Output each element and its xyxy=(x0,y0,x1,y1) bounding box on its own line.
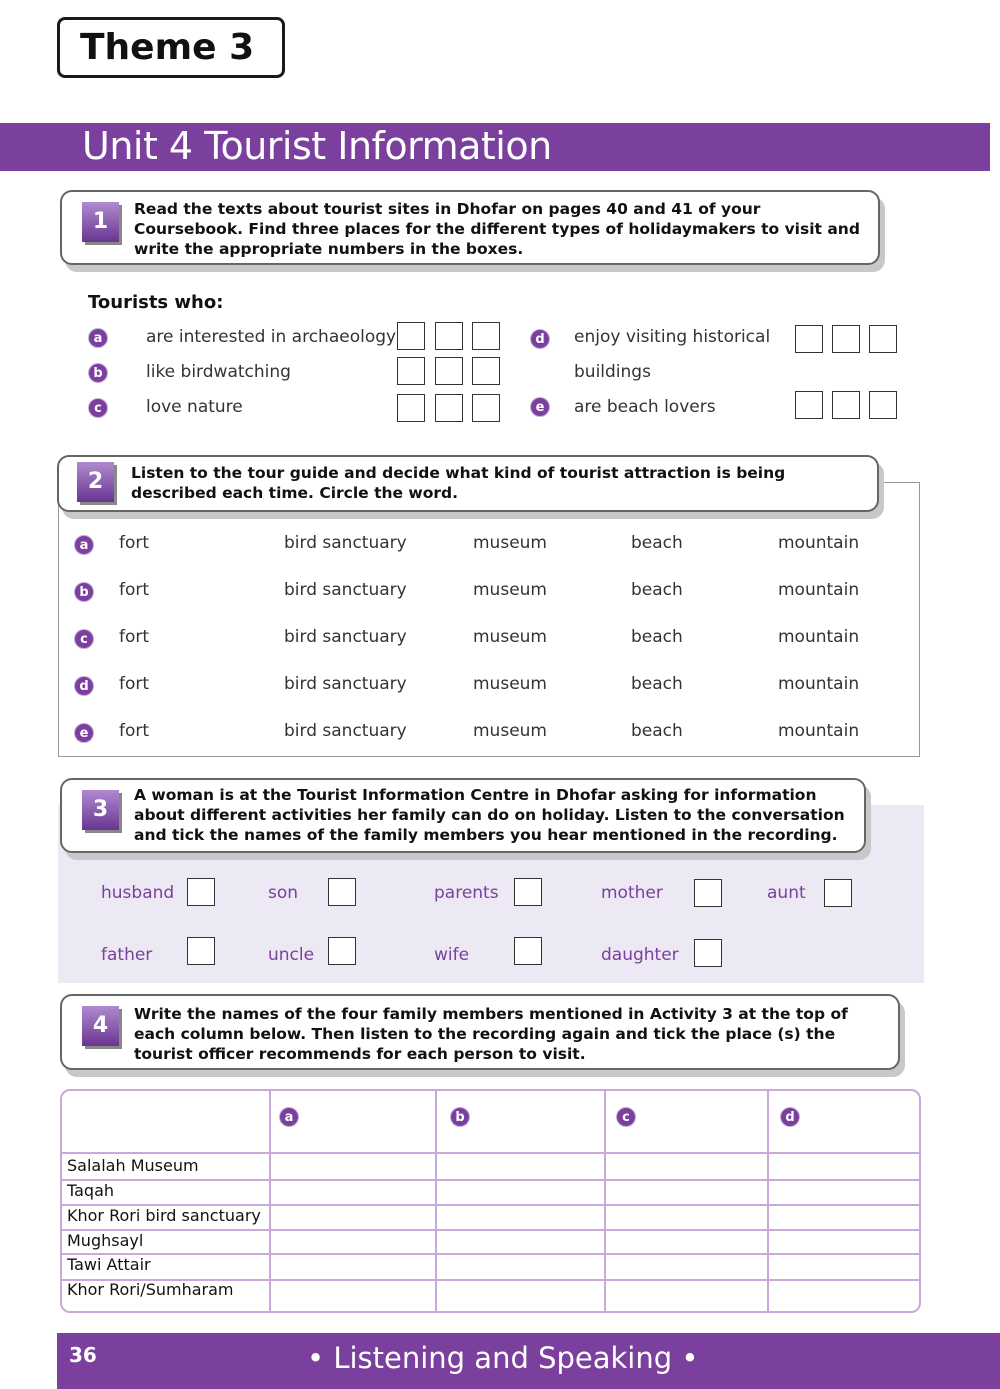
attraction-option[interactable]: fort xyxy=(119,674,150,694)
member-label: daughter xyxy=(601,945,679,965)
place-label: Salalah Museum xyxy=(67,1156,199,1175)
answer-box[interactable] xyxy=(869,325,897,353)
attraction-option[interactable]: bird sanctuary xyxy=(284,721,407,741)
page-number: 36 xyxy=(69,1343,97,1367)
answer-box[interactable] xyxy=(435,357,463,385)
attraction-option[interactable]: fort xyxy=(119,533,150,553)
attraction-option[interactable]: bird sanctuary xyxy=(284,580,407,600)
activity1-heading: Tourists who: xyxy=(88,292,224,313)
member-label: husband xyxy=(101,883,175,903)
member-checkbox[interactable] xyxy=(694,879,722,907)
attraction-option[interactable]: fort xyxy=(119,721,150,741)
activity1-item-text: are beach lovers xyxy=(574,397,716,417)
row-letter: e xyxy=(74,723,94,743)
activity2-frame xyxy=(58,482,920,757)
attraction-option[interactable]: beach xyxy=(631,627,683,647)
attraction-option[interactable]: beach xyxy=(631,533,683,553)
answer-box[interactable] xyxy=(472,394,500,422)
member-label: uncle xyxy=(268,945,315,965)
answer-box[interactable] xyxy=(397,322,425,350)
activity1-instruction-box xyxy=(60,190,880,265)
place-label: Mughsayl xyxy=(67,1231,144,1250)
letter-a: a xyxy=(88,328,108,348)
place-label: Khor Rori/Sumharam xyxy=(67,1280,234,1299)
attraction-option[interactable]: mountain xyxy=(778,533,860,553)
column-letter-c: c xyxy=(616,1107,636,1127)
attraction-option[interactable]: fort xyxy=(119,627,150,647)
attraction-option[interactable]: bird sanctuary xyxy=(284,627,407,647)
activity4-number: 4 xyxy=(82,1006,119,1046)
footer-bar xyxy=(57,1333,1000,1389)
place-label: Khor Rori bird sanctuary xyxy=(67,1206,261,1225)
answer-box[interactable] xyxy=(397,394,425,422)
answer-box[interactable] xyxy=(435,394,463,422)
member-checkbox[interactable] xyxy=(694,939,722,967)
activity3-instruction: A woman is at the Tourist Information Centre in Dhofar asking for information about different activities her family can do on holiday. Listen to the conversation and tick the names of the family members you hear mentioned in the recording. xyxy=(134,786,845,844)
answer-box[interactable] xyxy=(795,391,823,419)
member-label: aunt xyxy=(767,883,806,903)
letter-b: b xyxy=(88,363,108,383)
answer-box[interactable] xyxy=(472,357,500,385)
attraction-option[interactable]: museum xyxy=(473,580,547,600)
answer-box[interactable] xyxy=(832,325,860,353)
column-letter-d: d xyxy=(780,1107,800,1127)
row-letter: a xyxy=(74,535,94,555)
letter-c: c xyxy=(88,398,108,418)
letter-d: d xyxy=(530,329,550,349)
attraction-option[interactable]: fort xyxy=(119,580,150,600)
answer-box[interactable] xyxy=(832,391,860,419)
member-checkbox[interactable] xyxy=(328,937,356,965)
attraction-option[interactable]: museum xyxy=(473,533,547,553)
activity1-item-text: are interested in archaeology xyxy=(146,327,397,347)
column-letter-a: a xyxy=(279,1107,299,1127)
member-label: parents xyxy=(434,883,499,903)
place-label: Tawi Attair xyxy=(67,1255,151,1274)
activity2-instruction-box xyxy=(57,455,879,512)
member-checkbox[interactable] xyxy=(187,937,215,965)
activity1-item-text: love nature xyxy=(146,397,243,417)
member-label: wife xyxy=(434,945,470,965)
activity1-number: 1 xyxy=(82,202,119,242)
attraction-option[interactable]: mountain xyxy=(778,674,860,694)
theme-label: Theme 3 xyxy=(57,17,285,78)
member-label: mother xyxy=(601,883,663,903)
answer-box[interactable] xyxy=(397,357,425,385)
row-letter: d xyxy=(74,676,94,696)
unit-banner xyxy=(0,123,990,171)
section-title: • Listening and Speaking • xyxy=(307,1341,699,1375)
attraction-option[interactable]: museum xyxy=(473,674,547,694)
attraction-option[interactable]: museum xyxy=(473,627,547,647)
activity1-item-text: like birdwatching xyxy=(146,362,291,382)
attraction-option[interactable]: bird sanctuary xyxy=(284,533,407,553)
attraction-option[interactable]: beach xyxy=(631,580,683,600)
attraction-option[interactable]: beach xyxy=(631,674,683,694)
activity2-number: 2 xyxy=(77,462,114,502)
member-checkbox[interactable] xyxy=(514,937,542,965)
member-checkbox[interactable] xyxy=(514,878,542,906)
activity3-number: 3 xyxy=(82,790,119,830)
activity4-instruction: Write the names of the four family members mentioned in Activity 3 at the top of each column below. Then listen to the recording again and tick the place (s) the tourist officer recommends for each person to visit. xyxy=(134,1005,848,1063)
activity1-instruction: Read the texts about tourist sites in Dhofar on pages 40 and 41 of your Coursebook. Find three places for the different types of holidaymakers to visit and write the appropriate numbers in the boxes. xyxy=(134,200,860,258)
answer-box[interactable] xyxy=(435,322,463,350)
member-checkbox[interactable] xyxy=(187,878,215,906)
answer-box[interactable] xyxy=(869,391,897,419)
activity4-table xyxy=(60,1089,921,1313)
member-label: father xyxy=(101,945,153,965)
attraction-option[interactable]: mountain xyxy=(778,721,860,741)
letter-e: e xyxy=(530,397,550,417)
attraction-option[interactable]: bird sanctuary xyxy=(284,674,407,694)
unit-title: Unit 4 Tourist Information xyxy=(82,124,552,168)
attraction-option[interactable]: beach xyxy=(631,721,683,741)
member-label: son xyxy=(268,883,299,903)
member-checkbox[interactable] xyxy=(328,878,356,906)
attraction-option[interactable]: mountain xyxy=(778,580,860,600)
activity1-item-text: enjoy visiting historical xyxy=(574,327,771,347)
attraction-option[interactable]: museum xyxy=(473,721,547,741)
answer-box[interactable] xyxy=(795,325,823,353)
answer-box[interactable] xyxy=(472,322,500,350)
member-checkbox[interactable] xyxy=(824,879,852,907)
place-label: Taqah xyxy=(67,1181,115,1200)
activity1-item-text-continued: buildings xyxy=(574,362,651,382)
activity3-instruction-box xyxy=(60,778,866,853)
attraction-option[interactable]: mountain xyxy=(778,627,860,647)
column-letter-b: b xyxy=(450,1107,470,1127)
activity2-instruction: Listen to the tour guide and decide what kind of tourist attraction is being described each time. Circle the word. xyxy=(131,464,786,502)
row-letter: c xyxy=(74,629,94,649)
activity4-instruction-box xyxy=(60,994,900,1070)
row-letter: b xyxy=(74,582,94,602)
